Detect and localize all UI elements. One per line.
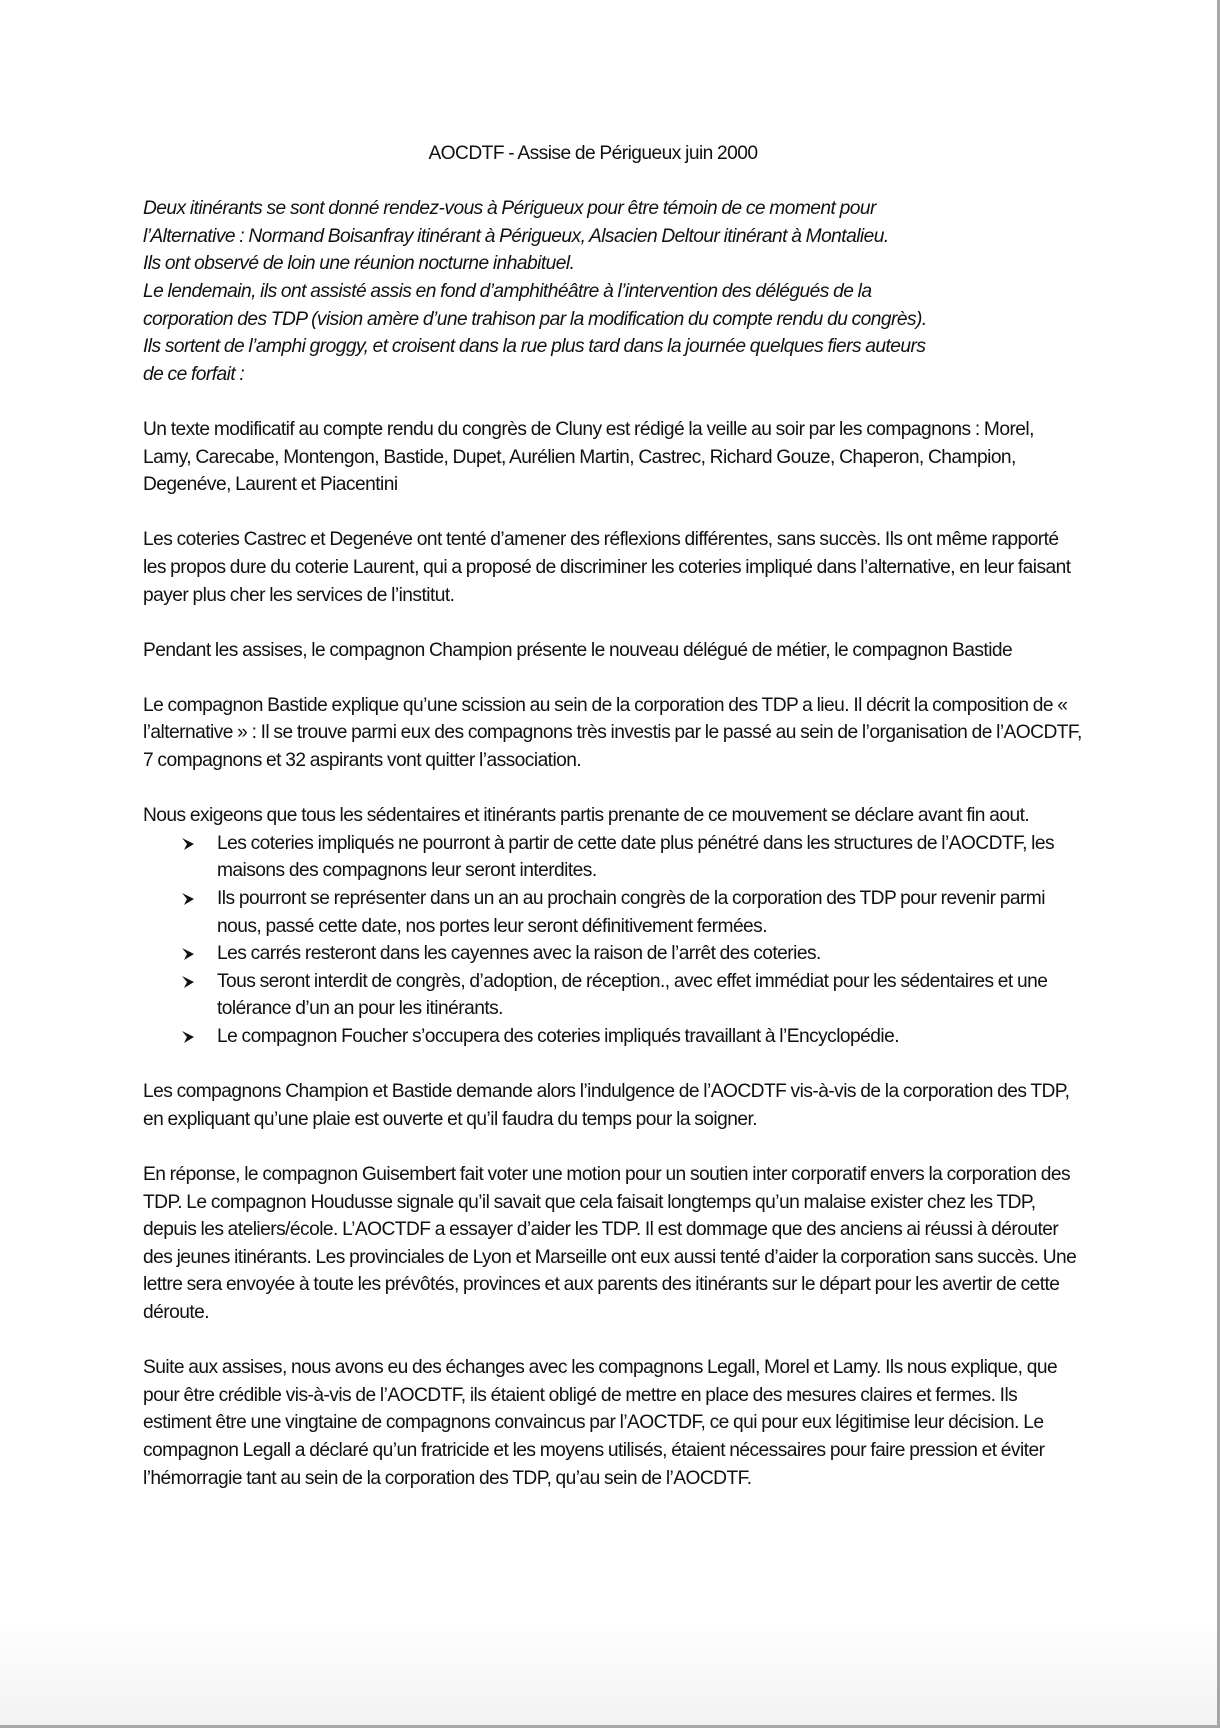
intro-line: de ce forfait : — [143, 363, 245, 385]
demands-list — [143, 830, 1083, 1051]
list-item-text: Tous seront interdit de congrès, d’adoption, de réception., avec effet immédiat pour les sédentaires et une tolérance d’un an pour les itinérants. — [217, 970, 1048, 1020]
arrowhead-bullet-icon — [181, 947, 195, 961]
paragraph-exchanges: Suite aux assises, nous avons eu des échanges avec les compagnons Legall, Morel et Lamy. Ils nous explique, que pour être crédible vis-à-vis de l’AOCDTF, ils étaient obligé de mettre en place des mesures claires et fermes. Ils estiment être une vingtaine de compagnons convaincus par l’AOCTDF, ce qui pour eux légitimise leur décision. Le compagnon Legall a déclaré qu’un fratricide et les moyens utilisés, étaient nécessaires pour faire pression et éviter l’hémorragie tant au sein de la corporation des TDP, qu’au sein de l’AOCDTF. — [143, 1357, 1058, 1489]
arrowhead-bullet-icon — [181, 837, 195, 851]
paragraph-cluny-text: Un texte modificatif au compte rendu du congrès de Cluny est rédigé la veille au soir par les compagnons : Morel, Lamy, Carecabe, Montengon, Bastide, Dupet, Aurélien Martin, Castrec, Richard Gouze, Chaperon, Champion, Degenéve, Laurent et Piacentini — [143, 418, 1034, 496]
paragraph-response: En réponse, le compagnon Guisembert fait voter une motion pour un soutien inter corporatif envers la corporation des TDP. Le compagnon Houdusse signale qu’il savait que cela faisait longtemps qu’un malaise exister chez les TDP, depuis les ateliers/école. L’AOCTDF a essayer d’aider les TDP. Il est dommage que des anciens ai réussi à dérouter des jeunes itinérants. Les provinciales de Lyon et Marseille ont eux aussi tenté d’aider la corporation sans succès. Une lettre sera envoyée à toute les prévôtés, provinces et aux parents des itinérants sur le départ pour les avertir de cette déroute. — [143, 1163, 1077, 1323]
list-item-text: Les carrés resteront dans les cayennes avec la raison de l’arrêt des coteries. — [217, 943, 821, 965]
paragraph-scission: Le compagnon Bastide explique qu’une scission au sein de la corporation des TDP a lieu. Il décrit la composition de « l’alternative » : Il se trouve parmi eux des compagnons très investis par le passé au sein de l’organisation de l’AOCDTF, 7 compagnons et 32 aspirants vont quitter l’association. — [143, 694, 1082, 772]
document-body — [143, 140, 1083, 1520]
intro-line: corporation des TDP (vision amère d’une trahison par la modification du compte rendu du congrès). — [143, 308, 927, 330]
document-title: AOCDTF - Assise de Périgueux juin 2000 — [428, 143, 758, 164]
intro-line: Deux itinérants se sont donné rendez-vous à Périgueux pour être témoin de ce moment pour — [143, 198, 876, 220]
intro-line: Le lendemain, ils ont assisté assis en fond d’amphithéâtre à l’intervention des délégués de la — [143, 280, 872, 302]
arrowhead-bullet-icon — [181, 1030, 195, 1044]
intro-line: Ils sortent de l’amphi groggy, et croisent dans la rue plus tard dans la journée quelques fiers auteurs — [143, 336, 926, 358]
list-item-text: Le compagnon Foucher s’occupera des coteries impliqués travaillant à l’Encyclopédie. — [217, 1026, 900, 1047]
paragraph-demands: Nous exigeons que tous les sédentaires et itinérants partis prenante de ce mouvement se déclare avant fin aout. — [143, 805, 1030, 827]
intro-line: Ils ont observé de loin une réunion nocturne inhabituel. — [143, 253, 575, 275]
list-item-text: Les coteries impliqués ne pourront à partir de cette date plus pénétré dans les structures de l’AOCDTF, les maisons des compagnons leur seront interdites. — [217, 832, 1055, 882]
paragraph-indulgence: Les compagnons Champion et Bastide demande alors l’indulgence de l’AOCDTF vis-à-vis de la corporation des TDP, en expliquant qu’une plaie est ouverte et qu’il faudra du temps pour la soigner. — [143, 1081, 1070, 1130]
arrowhead-bullet-icon — [181, 892, 195, 906]
list-item-text: Ils pourront se représenter dans un an au prochain congrès de la corporation des TDP pour revenir parmi nous, passé cette date, nos portes leur seront définitivement fermées. — [217, 888, 1045, 937]
intro-italic-block — [143, 195, 1083, 388]
list-item — [143, 1023, 1083, 1051]
list-item — [143, 940, 1083, 968]
paragraph-coteries: Les coteries Castrec et Degenéve ont tenté d’amener des réflexions différentes, sans succès. Ils ont même rapporté les propos dure du coterie Laurent, qui a proposé de discriminer les coteries impliqué dans l’alternative, en leur faisant payer plus cher les services de l’institut. — [143, 529, 1071, 606]
list-item — [143, 968, 1083, 1023]
arrowhead-bullet-icon — [181, 975, 195, 989]
paragraph-new-delegate: Pendant les assises, le compagnon Champion présente le nouveau délégué de métier, le compagnon Bastide — [143, 639, 1013, 661]
list-item — [143, 885, 1083, 940]
intro-line: l’Alternative : Normand Boisanfray itinérant à Périgueux, Alsacien Deltour itinérant à Montalieu. — [143, 225, 889, 247]
list-item — [143, 830, 1083, 885]
